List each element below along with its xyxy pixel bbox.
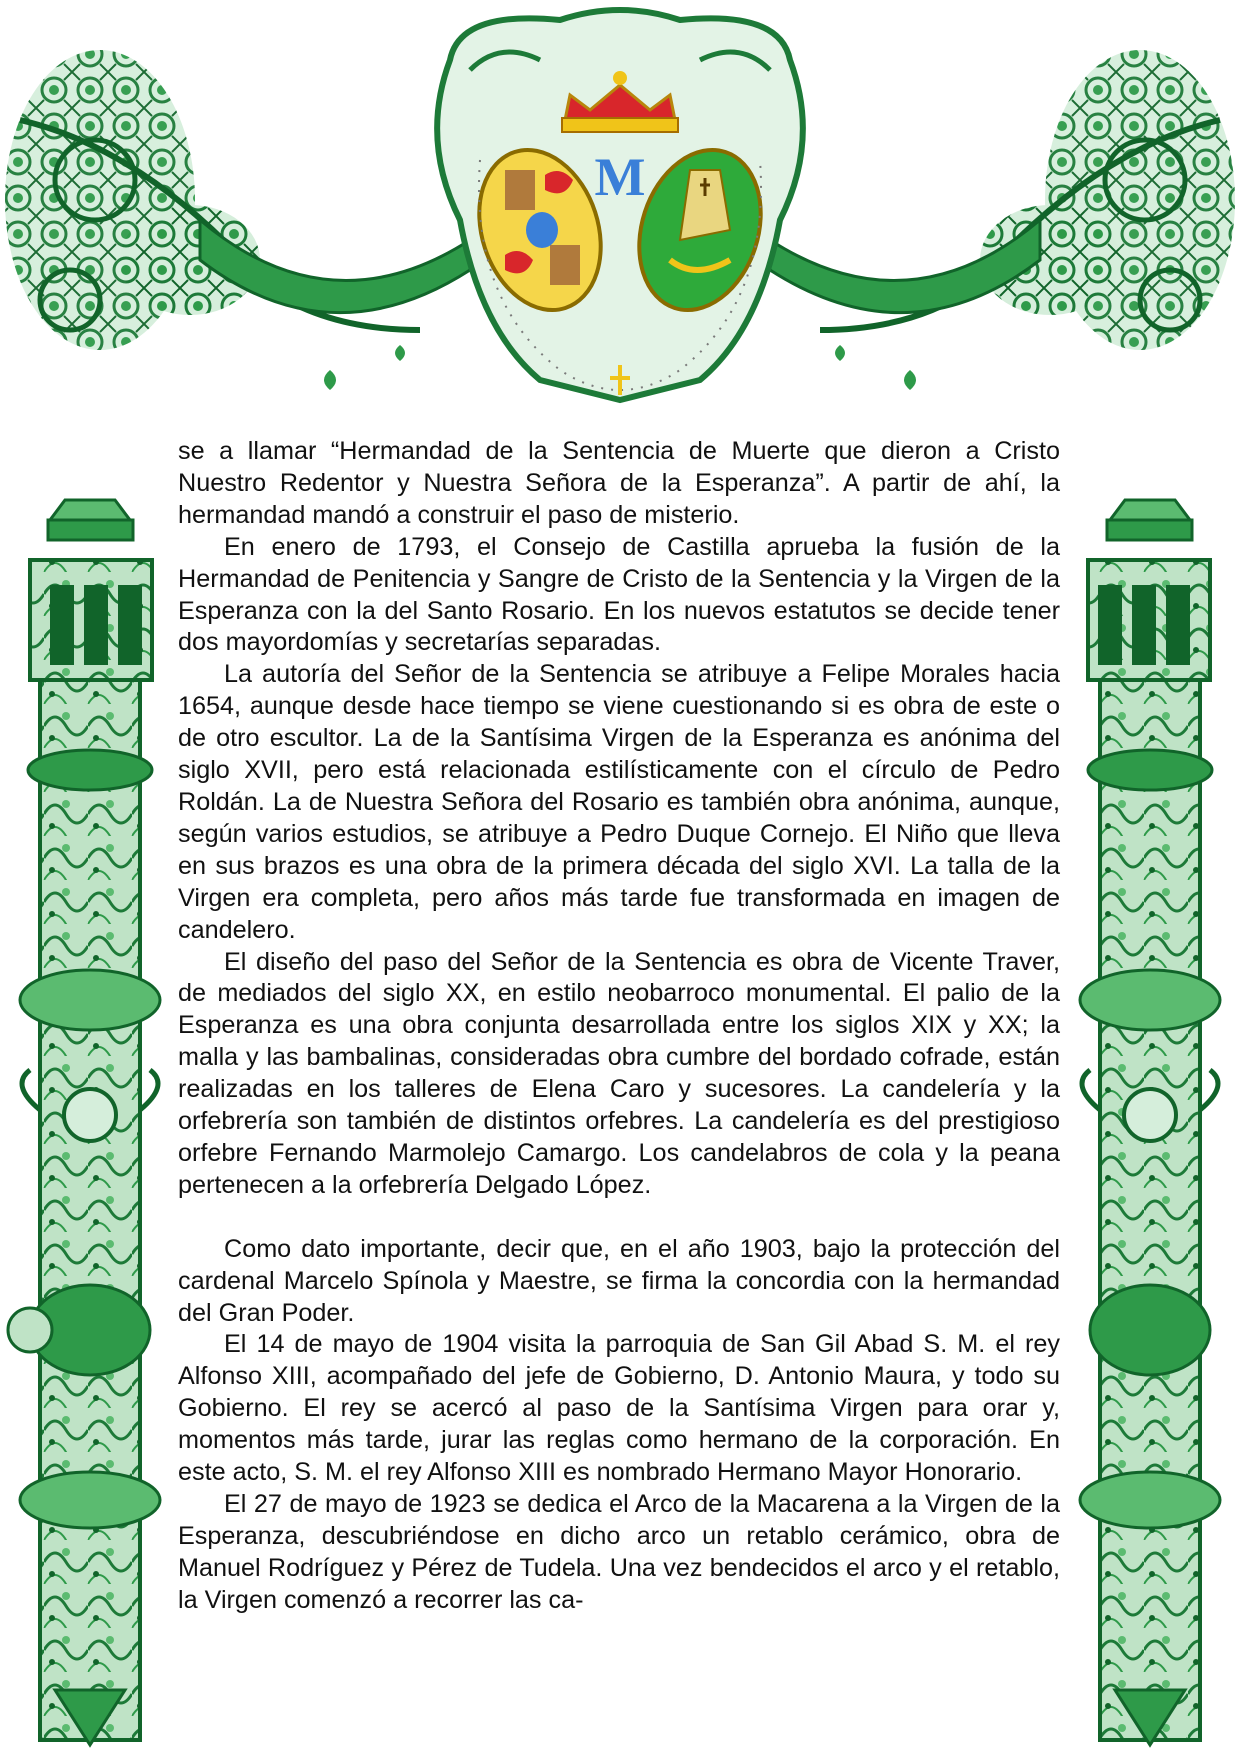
body-text <box>178 436 1060 1617</box>
paragraph-5: Como dato importante, decir que, en el año 1903, bajo la protección del cardenal Marcelo Spínola y Maestre, se firma la concordia con la hermandad del Gran Poder. <box>178 1234 1060 1327</box>
right-ornamental-column <box>1080 500 1220 1745</box>
crest-cartouche-icon <box>437 10 803 400</box>
marian-monogram-icon: M <box>594 147 646 207</box>
paragraph-1: se a llamar “Hermandad de la Sentencia de Muerte que dieron a Cristo Nuestro Redentor y Nuestra Señora de la Esperanza”. A partir de ahí, la hermandad mandó a construir el paso de misterio. <box>178 437 1060 529</box>
paragraph-6: El 14 de mayo de 1904 visita la parroquia de San Gil Abad S. M. el rey Alfonso XIII, acompañado del jefe de Gobierno, D. Antonio Maura, y todo su Gobierno. El rey se acercó al paso de la Santísima Virgen para orar y, momentos más tarde, jurar las reglas como hermano de la corporación. En este acto, S. M. el rey Alfonso XIII es nombrado Hermano Mayor Honorario. <box>178 1330 1060 1487</box>
paragraph-4: El diseño del paso del Señor de la Sentencia es obra de Vicente Traver, de mediados del siglo XX, en estilo neobarroco monumental. El palio de la Esperanza es una obra conjunta desarrollada entre los siglos XIX y XX; la malla y las bambalinas, consideradas obra cumbre del bordado cofrade, están realizadas en los talleres de Elena Caro y sucesores. La candelería y la orfebrería son también de distintos orfebres. La candelería es del prestigioso orfebre Fernando Marmolejo Camargo. Los candelabros de cola y la peana pertenecen a la orfebrería Delgado López. <box>178 947 1060 1199</box>
paragraph-7: El 27 de mayo de 1923 se dedica el Arco de la Macarena a la Virgen de la Esperanza, descubriéndose en dicho arco un retablo cerámico, obra de Manuel Rodríguez y Pérez de Tudela. Una vez bendecidos el arco y el retablo, la Virgen comenzó a recorrer las ca- <box>178 1490 1060 1614</box>
paragraph-3: La autoría del Señor de la Sentencia se atribuye a Felipe Morales hacia 1654, aunque desde hace tiempo se viene cuestionando si es obra de este o de otro escultor. La de la Santísima Virgen de la Esperanza es anónima del siglo XVII, pero está relacionada estilísticamente con el círculo de Pedro Roldán. La de Nuestra Señora del Rosario es también obra anónima, aunque, según varios estudios, se atribuye a Pedro Duque Cornejo. El Niño que lleva en sus brazos es una obra de la primera década del siglo XVI. La talla de la Virgen era completa, pero años más tarde fue transformada en imagen de candelero. <box>178 660 1060 944</box>
left-ornamental-column <box>8 500 160 1745</box>
paragraph-2: En enero de 1793, el Consejo de Castilla aprueba la fusión de la Hermandad de Penitencia y Sangre de Cristo de la Sentencia y la Virgen de la Esperanza con la del Santo Rosario. En los nuevos estatutos se decide tener dos mayordomías y secretarías separadas. <box>178 532 1060 657</box>
